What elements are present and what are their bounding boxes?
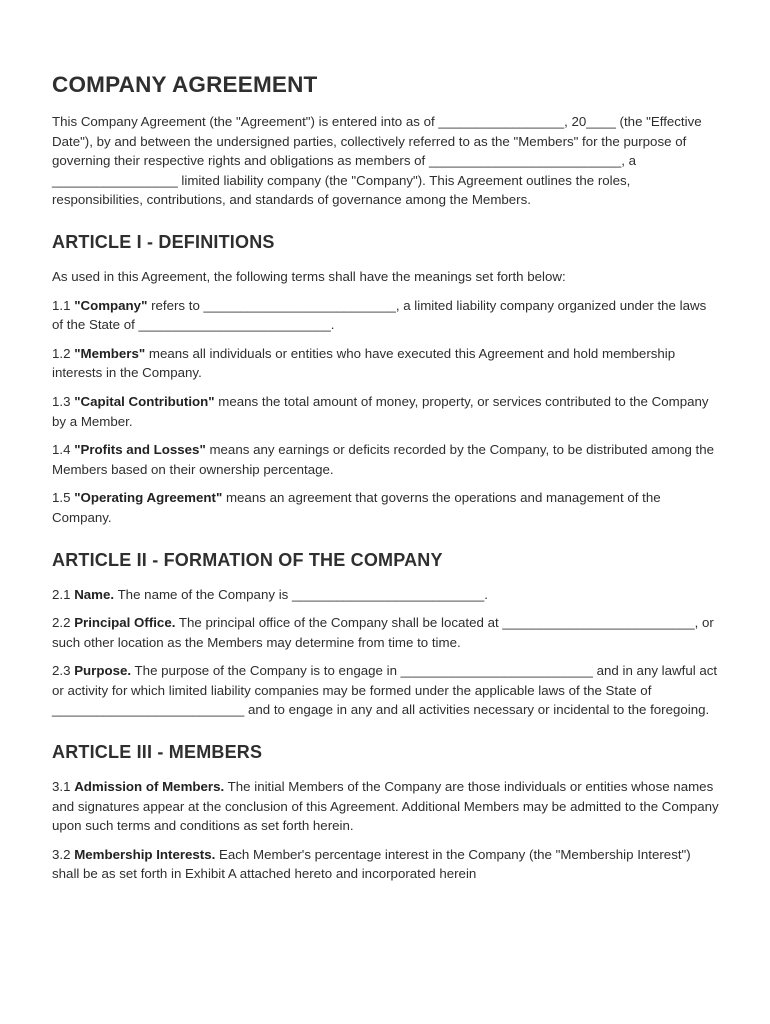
document-title: COMPANY AGREEMENT [52,72,318,97]
clause-text: means an agreement that governs the operations and management of the Company. [52,490,661,525]
article-1-lead: As used in this Agreement, the following terms shall have the meanings set forth below: [52,268,566,284]
clause-term: "Operating Agreement" [74,490,223,506]
clause-1-3 [52,392,720,431]
clause-2-2 [52,613,720,652]
clause-term: Membership Interests. [74,846,216,862]
clause-number: 1.3 [52,393,75,409]
clause-3-2 [52,845,720,884]
clause-term: Name. [74,586,115,602]
clause-text: The purpose of the Company is to engage in __________________________ and in any lawful act or activity for which limited liability companies may be formed under the applicable laws of the State of __________________________ and to engage in any and all activities necessary or incidental to the foregoing. [52,663,718,718]
clause-number: 1.1 [52,297,75,313]
clause-1-4 [52,440,720,479]
clause-3-1 [52,777,720,836]
clause-text: means all individuals or entities who have executed this Agreement and hold membership interests in the Company. [52,345,676,381]
clause-number: 3.2 [52,846,75,862]
clause-2-1 [52,585,720,605]
clause-text: means the total amount of money, property, or services contributed to the Company by a Member. [52,393,709,429]
clause-text: The initial Members of the Company are those individuals or entities whose names and signatures appear at the conclusion of this Agreement. Additional Members may be admitted to the Company upon such terms and conditions as set forth herein. [52,779,719,834]
clause-text: Each Member's percentage interest in the Company (the "Membership Interest") shall be as set forth in Exhibit A attached hereto and incorporated herein [52,846,691,882]
clause-1-5 [52,488,720,527]
intro-paragraph: This Company Agreement (the "Agreement") is entered into as of _________________, 20____ (the "Effective Date"), by and between the undersigned parties, collectively referred to as the "Members" for the purpose of governing their respective rights and obligations as members of __________________________, a _________________ limited liability company (the "Company"). This Agreement outlines the roles, responsibilities, contributions, and standards of governance among the Members. [52,114,702,208]
clause-term: Admission of Members. [74,779,225,795]
clause-2-3 [52,661,720,720]
clause-1-1 [52,296,720,335]
clause-number: 2.3 [52,663,75,679]
clause-number: 3.1 [52,779,75,795]
article-2-heading: ARTICLE II - FORMATION OF THE COMPANY [52,549,443,570]
clause-number: 1.2 [52,345,75,361]
clause-term: "Company" [74,297,148,313]
clause-term: "Profits and Losses" [74,442,206,458]
clause-term: Principal Office. [74,615,176,631]
clause-term: "Capital Contribution" [74,393,215,409]
article-1-heading: ARTICLE I - DEFINITIONS [52,231,275,252]
clause-text: means any earnings or deficits recorded by the Company, to be distributed among the Members based on their ownership percentage. [52,442,715,477]
clause-number: 2.1 [52,586,75,602]
clause-term: Purpose. [74,663,132,679]
clause-text: refers to __________________________, a limited liability company organized under the laws of the State of __________________________. [52,297,707,333]
clause-text: The name of the Company is __________________________. [114,586,488,602]
clause-number: 1.5 [52,490,75,506]
clause-text: The principal office of the Company shall be located at __________________________, or such other location as the Members may determine from time to time. [52,615,714,650]
article-3-heading: ARTICLE III - MEMBERS [52,742,263,763]
clause-1-2 [52,344,720,383]
clause-term: "Members" [74,345,146,361]
clause-number: 1.4 [52,442,75,458]
clause-number: 2.2 [52,615,75,631]
